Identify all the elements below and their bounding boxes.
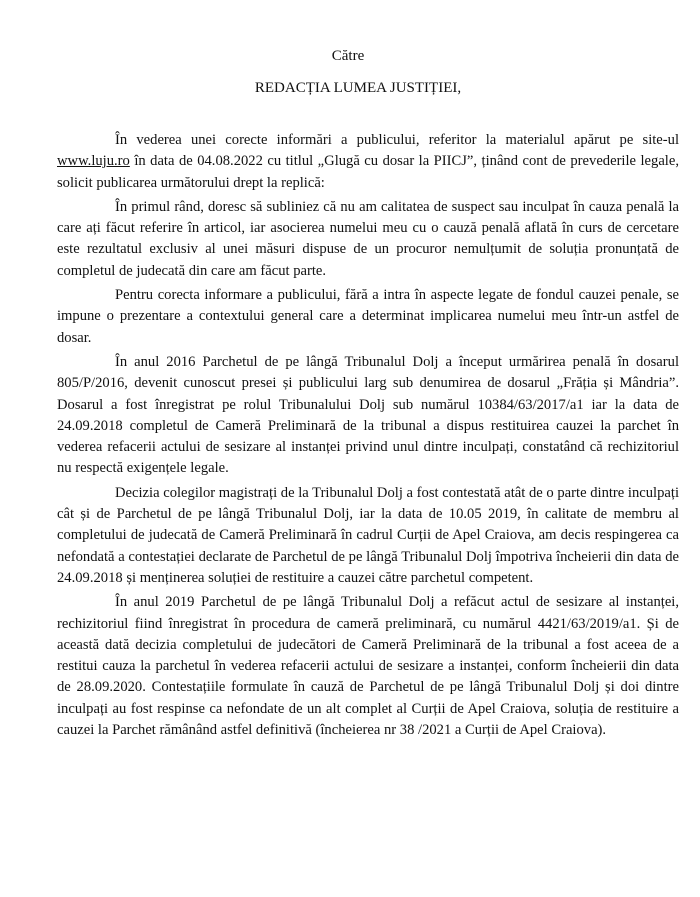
paragraph-intro — [57, 130, 679, 194]
paragraph-context: Pentru corecta informare a publicului, fără a intra în aspecte legate de fondul cauzei penale, se impune o prezentare a contextului general care a determinat implicarea numelui meu într-un astfel de dosar. — [57, 287, 679, 346]
paragraph-appeal-decision: Decizia colegilor magistrați de la Tribunalul Dolj a fost contestată atât de o parte dintre inculpați cât și de Parchetul de pe lângă Tribunalul Dolj, iar la data de 10.05 2019, în calitate de membru al completului de judecată de Cameră Preliminară în cadrul Curții de Apel Craiova, am decis respingerea ca nefondată a contestației declarate de Parchetul de pe lângă Tribunalul Dolj împotriva încheierii din data de 24.09.2018 și menținerea soluției de restituire a cauzei către parchetul competent. — [57, 484, 679, 586]
paragraph-case-2019: În anul 2019 Parchetul de pe lângă Tribunalul Dolj a refăcut actul de sesizare al instanței, rechizitoriul fiind înregistrat în procedura de cameră preliminară, cu numărul 4421/63/2019/a1. Și de această dată decizia completului de judecători de Cameră Preliminară de la tribunal a fost aceea de a restitui cauza la parchetul în vederea refacerii actului de sesizare a instanței, conform încheierii din data de 28.09.2020. Contestațiile formulate în cauză de Parchetul de pe lângă Tribunalul Dolj și doi dintre inculpați au fost respinse ca nefondate de un alt complet al Curții de Apel Craiova, soluția de restituire a cauzei la Parchet rămânând astfel definitivă (încheierea nr 38 /2021 a Curții de Apel Craiova). — [57, 594, 679, 739]
addressee-recipient: REDACȚIA LUMEA JUSTIȚIEI, — [254, 80, 462, 96]
paragraph-intro-text-2: în data de 04.08.2022 cu titlul „Glugă cu dosar la PIICJ”, ținând cont de prevederile legale, solicit publicarea următorului drept la replică: — [57, 153, 679, 191]
paragraph-case-2016: În anul 2016 Parchetul de pe lângă Tribunalul Dolj a început urmărirea penală în dosarul 805/P/2016, devenit cunoscut presei și publicului larg sub denumirea de dosarul „Frăția și Mândria”. Dosarul a fost înregistrat pe rolul Tribunalului Dolj sub numărul 10384/63/2017/a1 iar la data de 24.09.2018 completul de Cameră Preliminară de la tribunal a dispus restituirea cauzei la parchet în vederea refacerii actului de sesizare al instanței privind unul dintre inculpați, constatând că rechizitoriul nu respectă exigențele legale. — [57, 353, 679, 477]
paragraph-intro-text-1: În vederea unei corecte informări a publicului, referitor la materialul apărut pe site-ul — [115, 132, 679, 148]
letter-body — [57, 130, 679, 744]
addressee-to-label: Către — [331, 48, 365, 64]
site-link[interactable]: www.luju.ro — [57, 153, 130, 170]
paragraph-not-suspect: În primul rând, doresc să subliniez că nu am calitatea de suspect sau inculpat în cauza penală la care ați făcut referire în articol, iar asocierea numelui meu cu o cauză penală aflată în curs de cercetare este rezultatul exclusiv al unei măsuri dispuse de un procuror nemulțumit de soluția pronunțată de completul de judecată din care am făcut parte. — [57, 198, 679, 279]
